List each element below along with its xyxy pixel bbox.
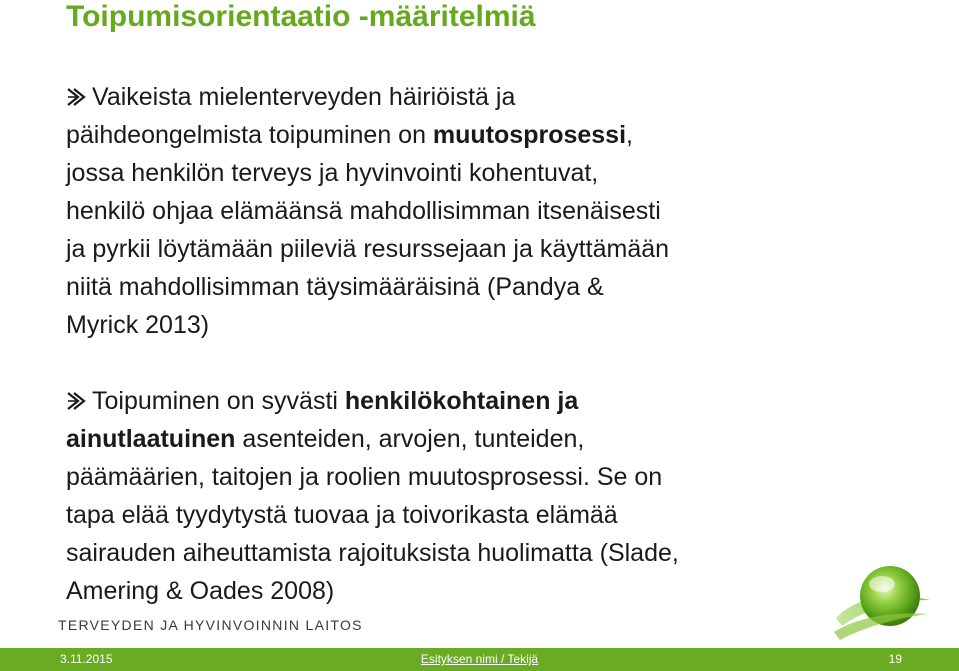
paragraph-2-line-4: tapa elää tyydytystä tuovaa ja toivorikasta elämää bbox=[66, 501, 618, 529]
green-drop-logo-icon bbox=[832, 556, 932, 648]
paragraph-1-line-3: jossa henkilön terveys ja hyvinvointi kohentuvat, bbox=[66, 159, 599, 187]
paragraph-1-line-4: henkilö ohjaa elämäänsä mahdollisimman itsenäisesti bbox=[66, 197, 661, 225]
text: , bbox=[626, 121, 633, 149]
footer-presentation-name bbox=[0, 652, 959, 666]
bullet-paragraph-2 bbox=[66, 382, 866, 610]
arrow-bullet-icon bbox=[66, 87, 92, 107]
paragraph-2-line-2 bbox=[66, 420, 866, 458]
emphasis-text: henkilökohtainen ja bbox=[344, 387, 579, 415]
emphasis-text: muutosprosessi bbox=[432, 121, 627, 149]
organization-name: TERVEYDEN JA HYVINVOINNIN LAITOS bbox=[58, 617, 363, 633]
slide-content bbox=[66, 78, 866, 610]
paragraph-2-line-5: sairauden aiheuttamista rajoituksista huolimatta (Slade, bbox=[66, 539, 679, 567]
bullet-paragraph-1 bbox=[66, 78, 866, 344]
paragraph-1-line-1 bbox=[66, 78, 866, 116]
footer-date: 3.11.2015 bbox=[60, 652, 113, 666]
paragraph-1-line-2 bbox=[66, 116, 866, 154]
paragraph-1-line-5: ja pyrkii löytämään piileviä resurssejaan ja käyttämään bbox=[66, 235, 670, 263]
paragraph-2-line-1 bbox=[66, 382, 866, 420]
slide-title: Toipumisorientaatio -määritelmiä bbox=[66, 0, 536, 33]
paragraph-2-line-3: päämäärien, taitojen ja roolien muutosprosessi. Se on bbox=[66, 463, 663, 491]
emphasis-text: ainutlaatuinen bbox=[66, 425, 236, 453]
page-number: 19 bbox=[888, 652, 902, 666]
paragraph-1-line-6: niitä mahdollisimman täysimääräisinä (Pandya & bbox=[66, 273, 604, 301]
text: Toipuminen on syvästi bbox=[92, 387, 345, 415]
presentation-link[interactable]: Esityksen nimi / Tekijä bbox=[420, 652, 539, 666]
paragraph-2-line-6: Amering & Oades 2008) bbox=[66, 577, 335, 605]
paragraph-1-line-7: Myrick 2013) bbox=[66, 311, 210, 339]
arrow-bullet-icon bbox=[66, 391, 92, 411]
text: päihdeongelmista toipuminen on bbox=[66, 121, 433, 149]
text: asenteiden, arvojen, tunteiden, bbox=[235, 425, 585, 453]
text: Vaikeista mielenterveyden häiriöistä ja bbox=[92, 83, 516, 111]
